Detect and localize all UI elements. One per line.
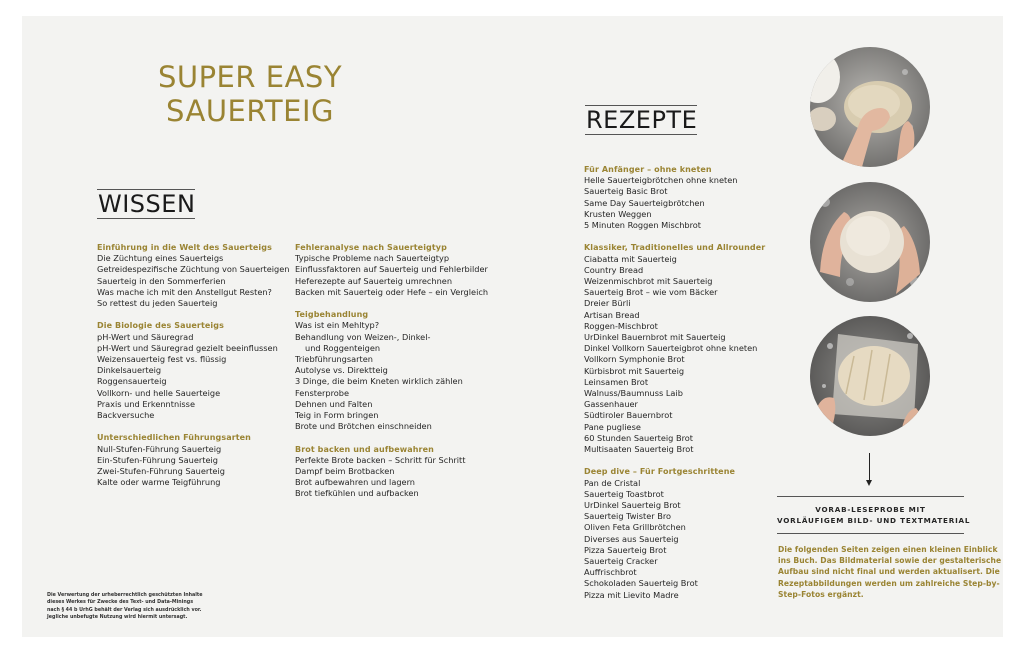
list-item: Praxis und Erkenntnisse — [97, 398, 195, 409]
list-item: Roggensauerteig — [97, 376, 167, 387]
dough-shaping-photo-icon — [810, 182, 930, 302]
group-title: Für Anfänger – ohne kneten — [584, 165, 712, 174]
group-title: Brot backen und aufbewahren — [295, 444, 434, 454]
list-item: Roggen-Mischbrot — [584, 320, 658, 331]
notice-body-line: Die folgenden Seiten zeigen einen kleinen Einblick — [778, 545, 998, 554]
list-item: Sauerteig Basic Brot — [584, 186, 668, 197]
title-line-1: SUPER EASY — [157, 60, 343, 94]
title-line-2: SAUERTEIG — [166, 94, 334, 128]
dough-scored-photo — [810, 316, 930, 436]
list-item: Ein-Stufen-Führung Sauerteig — [97, 454, 218, 465]
list-item: 60 Stunden Sauerteig Brot — [584, 432, 693, 443]
dough-kneading-photo — [810, 47, 930, 167]
group-title: Die Biologie des Sauerteigs — [97, 321, 224, 331]
list-item: Perfekte Brote backen – Schritt für Schritt — [295, 454, 466, 465]
group-title: Deep dive – Für Fortgeschrittene — [584, 467, 736, 477]
copyright-line: dieses Werkes für Zwecke des Text- und Data-Minings — [47, 600, 194, 606]
dough-scored-photo-icon — [810, 316, 930, 436]
list-item: Helle Sauerteigbrötchen ohne kneten — [584, 175, 738, 186]
notice-heading-line-2: VORLÄUFIGEM BILD- UND TEXTMATERIAL — [777, 516, 971, 525]
wissen-group — [295, 444, 488, 500]
list-item: Sauerteig Toastbrot — [584, 488, 664, 499]
list-item: Weizenmischbrot mit Sauerteig — [584, 276, 713, 287]
dough-shaping-photo — [810, 182, 930, 302]
dough-kneading-photo-icon — [810, 47, 930, 167]
list-item: Walnuss/Baumnuss Laib — [584, 388, 683, 399]
list-item: Sauerteig in den Sommerferien — [97, 275, 226, 286]
list-item: Was ist ein Mehltyp? — [295, 320, 380, 331]
list-item: Sauerteig Brot – wie vom Bäcker — [584, 287, 718, 298]
list-item: Behandlung von Weizen-, Dinkel- — [295, 331, 431, 342]
list-item: Die Züchtung eines Sauerteigs — [97, 253, 224, 264]
list-item: Dreier Bürli — [584, 298, 631, 309]
list-item: Südtiroler Bauernbrot — [584, 410, 673, 421]
wissen-group — [295, 242, 488, 298]
list-item: Pizza mit Lievito Madre — [584, 589, 679, 600]
list-item: Country Bread — [584, 264, 644, 275]
list-item: Kalte oder warme Teigführung — [97, 477, 221, 488]
list-item: Backversuche — [97, 410, 155, 421]
rezepte-group — [584, 242, 765, 455]
list-item: pH-Wert und Säuregrad gezielt beeinflussen — [97, 342, 278, 353]
list-item: Diverses aus Sauerteig — [584, 533, 679, 544]
list-item: UrDinkel Sauerteig Brot — [584, 500, 681, 511]
list-item: Krusten Weggen — [584, 208, 652, 219]
list-item: Einflussfaktoren auf Sauerteig und Fehlerbilder — [295, 264, 488, 275]
list-item: Pizza Sauerteig Brot — [584, 544, 667, 555]
wissen-column-1 — [97, 242, 289, 500]
list-item: pH-Wert und Säuregrad — [97, 331, 194, 342]
list-item: Triebführungsarten — [295, 354, 373, 365]
list-item: Ciabatta mit Sauerteig — [584, 253, 677, 264]
preview-notice-body — [778, 544, 1002, 600]
list-item: Heferezepte auf Sauerteig umrechnen — [295, 275, 453, 286]
list-item: Brot tiefkühlen und aufbacken — [295, 488, 419, 499]
copyright-line: Jegliche unbefugte Nutzung wird hiermit untersagt. — [47, 615, 188, 621]
list-item: Backen mit Sauerteig oder Hefe – ein Vergleich — [295, 286, 489, 297]
group-title: Klassiker, Traditionelles und Allrounder — [584, 243, 766, 253]
list-item: Sauerteig Twister Bro — [584, 511, 672, 522]
list-item: Weizensauerteig fest vs. flüssig — [97, 354, 227, 365]
list-item: Pane pugliese — [584, 421, 641, 432]
notice-body-line: Rezeptabbildungen werden um zahlreiche Step-by- — [778, 578, 1000, 588]
list-item: 5 Minuten Roggen Mischbrot — [584, 220, 702, 231]
list-item: Sauerteig Cracker — [584, 556, 658, 567]
list-item: Gassenhauer — [584, 399, 638, 410]
list-item: Teig in Form bringen — [295, 410, 379, 421]
book-spread — [22, 16, 1003, 637]
list-item: Brot aufbewahren und lagern — [295, 477, 415, 488]
list-item: Kürbisbrot mit Sauerteig — [584, 365, 685, 376]
wissen-group — [97, 432, 289, 488]
copyright-notice — [47, 592, 227, 622]
rezepte-group — [584, 466, 765, 600]
list-item: Leinsamen Brot — [584, 376, 649, 387]
list-item: Schokoladen Sauerteig Brot — [584, 578, 698, 589]
group-title: Unterschiedlichen Führungsarten — [97, 433, 251, 443]
list-item: Same Day Sauerteigbrötchen — [584, 197, 705, 208]
list-item: Autolyse vs. Direktteig — [295, 365, 388, 376]
list-item: 3 Dinge, die beim Kneten wirklich zählen — [295, 376, 463, 387]
wissen-group — [97, 320, 289, 421]
wissen-heading: WISSEN — [98, 190, 196, 218]
rezepte-heading: REZEPTE — [586, 106, 698, 134]
list-item: Dinkelsauerteig — [97, 365, 162, 376]
list-item: Pan de Cristal — [584, 477, 641, 488]
copyright-line: Die Verwertung der urheberrechtlich geschützten Inhalte — [47, 593, 203, 598]
wissen-group — [97, 242, 289, 309]
copyright-line: nach § 44 b UrhG behält der Verlag sich ausdrücklich vor. — [47, 607, 202, 613]
list-item: Vollkorn Symphonie Brot — [584, 354, 685, 365]
notice-heading-line-1: VORAB-LESEPROBE MIT — [815, 505, 926, 514]
wissen-column-2 — [295, 242, 488, 511]
list-item: und Roggenteigen — [305, 342, 381, 353]
notice-body-line: ins Buch. Das Bildmaterial sowie der gestalterische — [778, 556, 1002, 566]
list-item: Typische Probleme nach Sauerteigtyp — [295, 253, 450, 264]
group-title: Einführung in die Welt des Sauerteigs — [97, 243, 272, 252]
list-item: Dampf beim Brotbacken — [295, 466, 395, 477]
list-item: Fensterprobe — [295, 387, 349, 398]
book-title — [120, 60, 380, 128]
notice-body-line: Step-Fotos ergänzt. — [778, 589, 864, 599]
preview-notice-heading — [777, 496, 971, 534]
list-item: Zwei-Stufen-Führung Sauerteig — [97, 466, 225, 477]
group-title: Fehleranalyse nach Sauerteigtyp — [295, 243, 447, 252]
rezepte-group — [584, 164, 765, 231]
list-item: Getreidespezifische Züchtung von Sauerteigen — [97, 264, 290, 275]
rezepte-column — [584, 164, 765, 612]
group-title: Teigbehandlung — [295, 310, 369, 320]
list-item: Multisaaten Sauerteig Brot — [584, 444, 694, 455]
list-item: So rettest du jeden Sauerteig — [97, 298, 218, 309]
list-item: UrDinkel Bauernbrot mit Sauerteig — [584, 332, 726, 343]
list-item: Auffrischbrot — [584, 567, 637, 578]
list-item: Dinkel Vollkorn Sauerteigbrot ohne kneten — [584, 343, 758, 354]
list-item: Dehnen und Falten — [295, 398, 373, 409]
list-item: Artisan Bread — [584, 309, 640, 320]
list-item: Vollkorn- und helle Sauerteige — [97, 387, 221, 398]
notice-body-line: Aufbau sind nicht final und werden aktualisert. Die — [778, 567, 1000, 577]
arrow-down-icon — [869, 453, 870, 481]
list-item: Was mache ich mit den Anstellgut Resten? — [97, 286, 272, 297]
arrow-head-icon — [866, 480, 872, 486]
list-item: Brote und Brötchen einschneiden — [295, 421, 432, 432]
wissen-group — [295, 309, 488, 432]
list-item: Null-Stufen-Führung Sauerteig — [97, 443, 222, 454]
list-item: Oliven Feta Grillbrötchen — [584, 522, 686, 533]
